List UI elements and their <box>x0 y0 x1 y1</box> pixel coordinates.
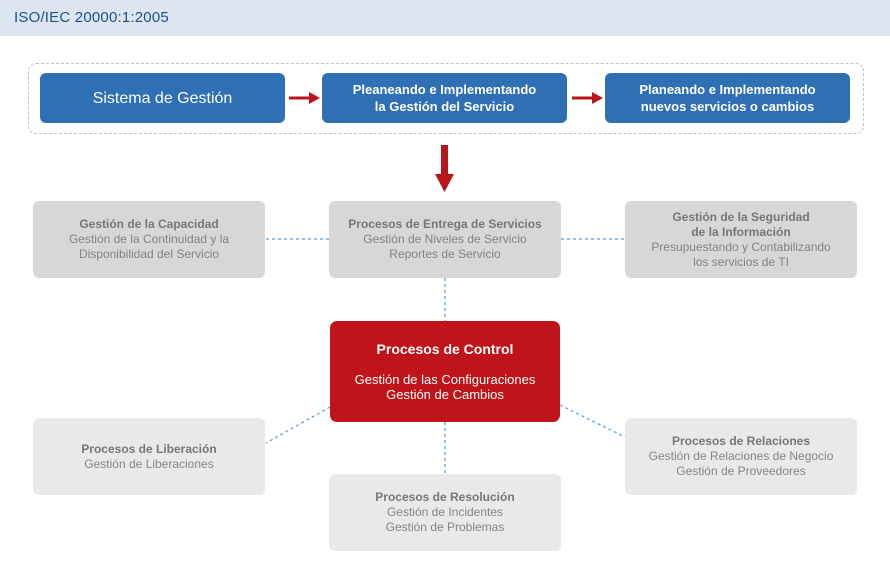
connector-control-release <box>266 407 330 443</box>
plan-implement-service-box <box>322 73 567 123</box>
security-box <box>625 201 857 278</box>
capacity-title: Gestión de la Capacidad <box>79 217 219 231</box>
security-line-1: Presupuestando y Contabilizando <box>651 239 831 254</box>
security-title-2: de la Información <box>691 224 791 239</box>
security-line-2: los servicios de TI <box>693 254 789 269</box>
capacity-box <box>33 201 265 278</box>
capacity-line-2: Disponibilidad del Servicio <box>78 247 220 261</box>
capacity-line-1: Gestión de la Continuidad y la <box>68 232 230 246</box>
plan-implement-line-1: Pleaneando e Implementando <box>352 82 537 97</box>
control-box <box>330 321 560 422</box>
control-title: Procesos de Control <box>376 340 514 357</box>
relations-title: Procesos de Relaciones <box>671 434 811 448</box>
control-line-2: Gestión de Cambios <box>386 386 504 402</box>
connector-control-relations <box>560 405 625 437</box>
release-title: Procesos de Liberación <box>81 441 217 456</box>
plan-new-services-box <box>605 73 850 123</box>
resolution-title: Procesos de Resolución <box>375 490 515 504</box>
arrow-head-plan-to-new <box>592 92 603 104</box>
delivery-line-2: Reportes de Servicio <box>389 247 501 261</box>
plan-implement-line-2: la Gestión del Servicio <box>374 99 515 114</box>
release-line-1: Gestión de Liberaciones <box>84 456 214 471</box>
plan-new-line-2: nuevos servicios o cambios <box>640 99 815 114</box>
resolution-line-1: Gestión de Incidentes <box>386 505 504 519</box>
down-arrow-head <box>435 174 454 192</box>
delivery-title: Procesos de Entrega de Servicios <box>348 217 542 231</box>
page-title: ISO/IEC 20000:1:2005 <box>14 9 169 26</box>
relations-box <box>625 418 857 495</box>
delivery-line-1: Gestión de Niveles de Servicio <box>363 232 527 246</box>
management-system-label: Sistema de Gestión <box>92 89 233 107</box>
resolution-line-2: Gestión de Problemas <box>385 520 505 534</box>
security-title-1: Gestión de la Seguridad <box>672 209 810 224</box>
arrow-head-system-to-plan <box>309 92 320 104</box>
relations-line-2: Gestión de Proveedores <box>676 464 806 478</box>
delivery-box <box>329 201 561 278</box>
relations-line-1: Gestión de Relaciones de Negocio <box>648 449 834 463</box>
plan-new-line-1: Planeando e Implementando <box>639 82 816 97</box>
control-line-1: Gestión de las Configuraciones <box>354 371 536 387</box>
management-system-box <box>40 73 285 123</box>
release-box <box>33 418 265 495</box>
down-arrow-shaft <box>441 145 448 175</box>
resolution-box <box>329 474 561 551</box>
